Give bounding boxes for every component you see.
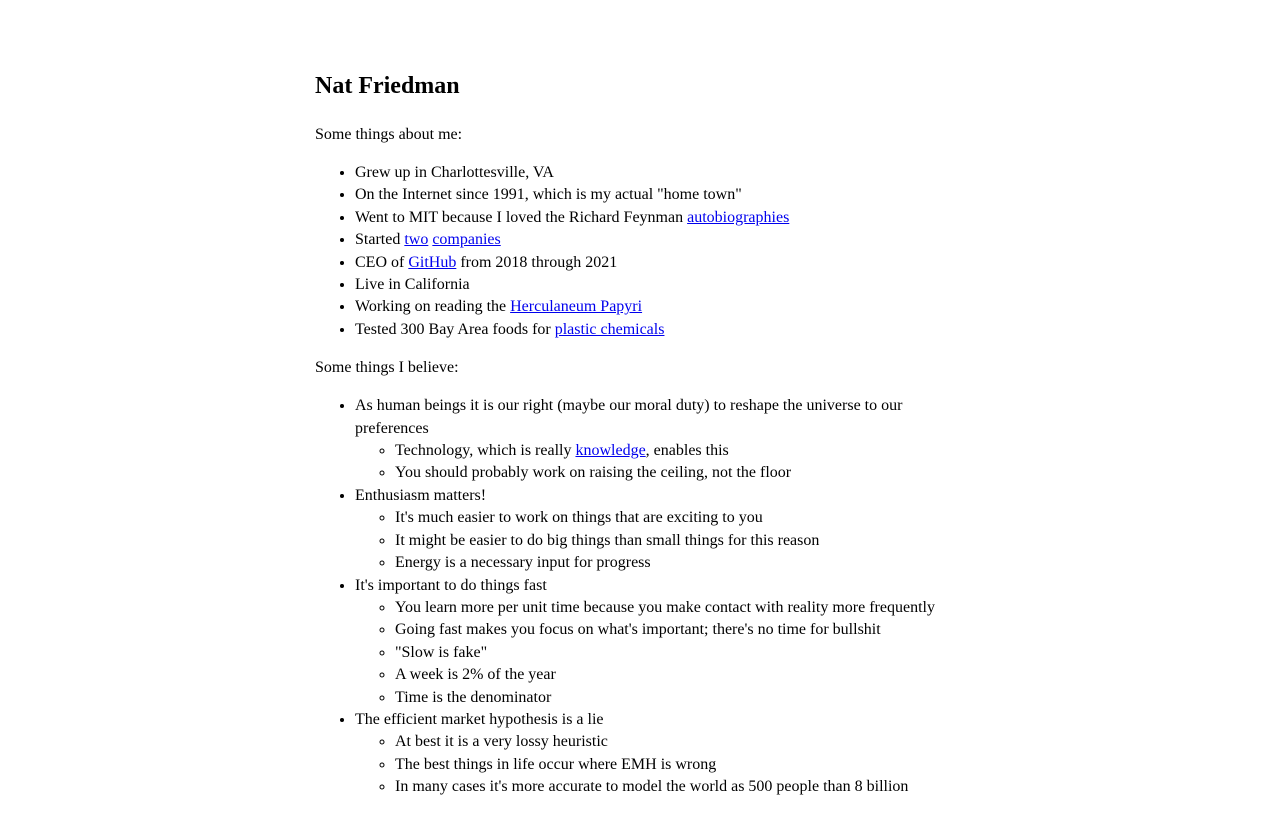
about-intro: Some things about me: bbox=[315, 126, 463, 143]
belief-item bbox=[355, 395, 965, 485]
list-item bbox=[355, 229, 965, 251]
item-text: CEO of bbox=[355, 253, 409, 271]
sub-text: A week is 2% of the year bbox=[395, 666, 556, 684]
sub-item bbox=[395, 619, 965, 641]
sub-item bbox=[395, 664, 965, 686]
companies-link[interactable]: companies bbox=[432, 231, 501, 249]
beliefs-intro: Some things I believe: bbox=[315, 359, 459, 377]
belief-item bbox=[355, 575, 965, 709]
belief-sublist bbox=[355, 507, 965, 574]
autobiographies-link[interactable]: autobiographies bbox=[687, 208, 790, 226]
sub-text: In many cases it's more accurate to model the world as 500 people than 8 billion bbox=[395, 778, 909, 796]
belief-sublist bbox=[355, 731, 965, 798]
belief-text: The efficient market hypothesis is a lie bbox=[355, 710, 604, 728]
item-text: Live in California bbox=[355, 276, 470, 294]
belief-item bbox=[355, 485, 965, 575]
list-item bbox=[355, 162, 965, 184]
item-text: Tested 300 Bay Area foods for bbox=[355, 320, 555, 338]
item-text: Grew up in Charlottesville, VA bbox=[355, 164, 554, 181]
list-item bbox=[355, 274, 965, 296]
plastic-chemicals-link[interactable]: plastic chemicals bbox=[554, 320, 665, 338]
belief-sublist bbox=[355, 440, 965, 485]
sub-text: , enables this bbox=[645, 442, 729, 460]
belief-item bbox=[355, 709, 965, 799]
sub-item bbox=[395, 776, 965, 798]
page-title: Nat Friedman bbox=[315, 73, 460, 99]
list-item bbox=[355, 319, 965, 341]
sub-item bbox=[395, 440, 965, 462]
sub-text: You should probably work on raising the ceiling, not the floor bbox=[395, 464, 792, 482]
sub-text: It might be easier to do big things than small things for this reason bbox=[395, 531, 820, 549]
list-item bbox=[355, 252, 965, 274]
sub-text: It's much easier to work on things that are exciting to you bbox=[395, 509, 763, 527]
belief-text: As human beings it is our right (maybe our moral duty) to reshape the universe to our preferences bbox=[355, 397, 903, 437]
sub-item bbox=[395, 462, 965, 484]
list-item bbox=[355, 296, 965, 318]
sub-item bbox=[395, 507, 965, 529]
sub-item bbox=[395, 642, 965, 664]
sub-item bbox=[395, 731, 965, 753]
sub-item bbox=[395, 552, 965, 574]
list-item bbox=[355, 207, 965, 229]
herculaneum-papyri-link[interactable]: Herculaneum Papyri bbox=[510, 298, 643, 316]
content bbox=[315, 124, 965, 815]
sub-text: "Slow is fake" bbox=[395, 643, 488, 661]
item-text: Started bbox=[355, 231, 405, 249]
belief-text: Enthusiasm matters! bbox=[355, 486, 487, 504]
belief-sublist bbox=[355, 597, 965, 709]
sub-item bbox=[395, 597, 965, 619]
sub-text: Time is the denominator bbox=[395, 688, 552, 706]
sub-text: At best it is a very lossy heuristic bbox=[395, 733, 608, 751]
beliefs-list bbox=[315, 395, 965, 798]
sub-item bbox=[395, 687, 965, 709]
item-text: from 2018 through 2021 bbox=[456, 253, 618, 271]
sub-text: The best things in life occur where EMH is wrong bbox=[395, 755, 717, 773]
sub-text: Going fast makes you focus on what's important; there's no time for bullshit bbox=[395, 621, 881, 639]
sub-text: You learn more per unit time because you make contact with reality more frequently bbox=[395, 598, 935, 616]
github-link[interactable]: GitHub bbox=[408, 253, 457, 271]
sub-text: Energy is a necessary input for progress bbox=[395, 554, 651, 572]
knowledge-link[interactable]: knowledge bbox=[575, 442, 646, 460]
sub-text: Technology, which is really bbox=[395, 442, 576, 460]
belief-text: It's important to do things fast bbox=[355, 576, 547, 594]
about-list bbox=[315, 162, 965, 341]
two-link[interactable]: two bbox=[404, 231, 429, 249]
item-text: Went to MIT because I loved the Richard Feynman bbox=[355, 208, 688, 226]
sub-item bbox=[395, 530, 965, 552]
item-text: Working on reading the bbox=[355, 298, 511, 316]
sub-item bbox=[395, 754, 965, 776]
item-text: On the Internet since 1991, which is my actual "home town" bbox=[355, 186, 742, 204]
list-item bbox=[355, 184, 965, 206]
